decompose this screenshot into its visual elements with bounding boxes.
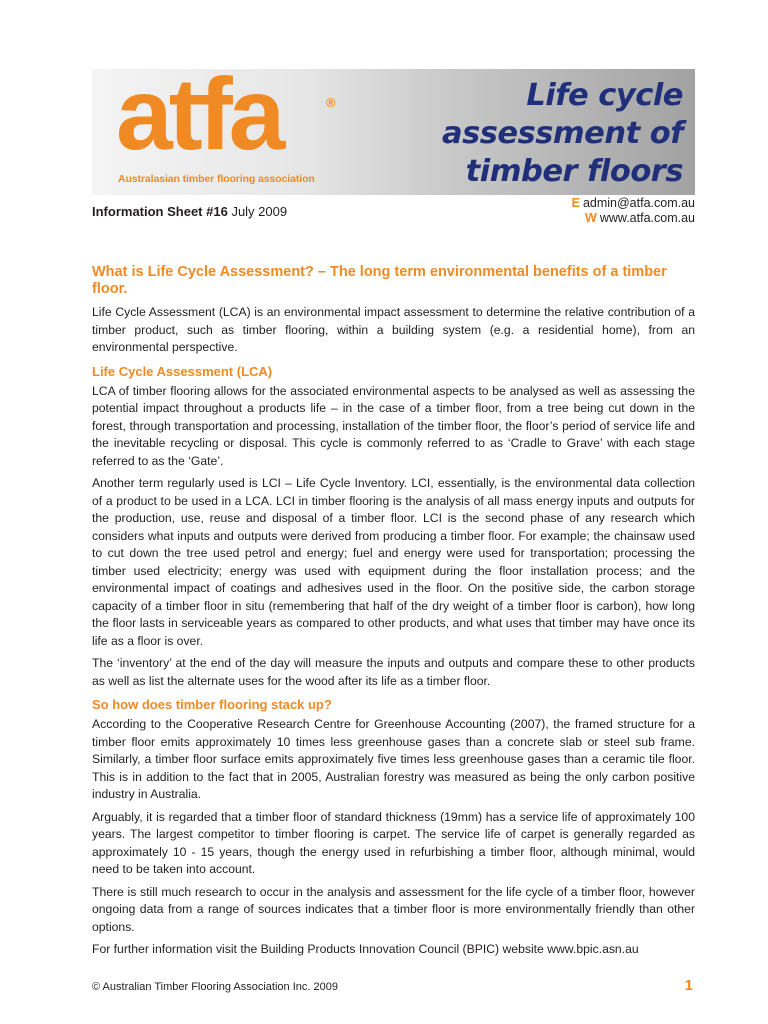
registered-mark: ® (326, 95, 336, 110)
web-line (572, 211, 695, 226)
atfa-logo: atfa (116, 69, 282, 171)
info-sheet-line (92, 204, 287, 219)
title-line-3: timber floors (465, 154, 683, 189)
footer-copyright: © Australian Timber Flooring Association Inc. 2009 (92, 981, 338, 993)
page-number: 1 (684, 977, 693, 994)
lca-paragraph-2: Another term regularly used is LCI – Life Cycle Inventory. LCI, essentially, is the environmental data collection of a product to be used in a LCA. LCI in timber flooring is the analysis of all mass energy inputs and outputs for the production, use, reuse and disposal of a timber floor. LCI is the second phase of any research which considers what inputs and outputs were derived from producing a timber floor. For example; the chainsaw used to cut down the tree used petrol and energy; fuel and energy were used for transportation; processing the timber used electricity; energy was used with equipment during the floor installation process; and the environmental impact of coatings and adhesives used in the floor. On the positive side, the carbon storage capacity of a timber floor in situ (remembering that half of the dry weight of a timber floor is carbon), how long the floor lasts in serviceable years as compared to other products, and what uses that timber may have once its life as a floor is over. (92, 476, 695, 648)
email-link[interactable]: admin@atfa.com.au (582, 196, 695, 210)
document-title (393, 77, 683, 191)
contact-block (572, 196, 695, 226)
web-link[interactable]: www.atfa.com.au (599, 211, 695, 225)
stack-paragraph-4: For further information visit the Building Products Innovation Council (BPIC) website www.bpic.asn.au (92, 942, 639, 956)
title-line-1: Life cycle (526, 78, 683, 113)
email-line (572, 196, 695, 211)
title-line-2: assessment of (442, 116, 683, 151)
lca-paragraph-3: The ‘inventory’ at the end of the day will measure the inputs and outputs and compare these to other products as well as list the alternate uses for the wood after its life as a timber floor. (92, 656, 695, 688)
main-content (92, 264, 695, 964)
header-banner (92, 69, 695, 195)
main-heading: What is Life Cycle Assessment? – The long term environmental benefits of a timber floor. (92, 264, 667, 297)
lca-paragraph-1: LCA of timber flooring allows for the associated environmental aspects to be analysed as well as assessing the potential impact throughout a products life – in the case of a timber floor, from a tree being cut down in the forest, through transportation and processing, installation of the timber floor, the floor’s period of service life and the inevitable recycling or disposal. This cycle is commonly referred to as ‘Cradle to Grave’ with each stage referred to as the ‘Gate’. (92, 383, 695, 468)
lca-heading: Life Cycle Assessment (LCA) (92, 363, 273, 379)
info-sheet-date: July 2009 (231, 204, 288, 219)
web-key: W (585, 211, 597, 225)
email-key: E (571, 196, 580, 210)
logo-tagline: Australasian timber flooring association (118, 173, 315, 185)
stack-heading: So how does timber flooring stack up? (92, 697, 332, 712)
stack-paragraph-2: Arguably, it is regarded that a timber floor of standard thickness (19mm) has a service life of approximately 100 years. The largest competitor to timber flooring is carpet. The service life of carpet is generally regarded as approximately 10 - 15 years, though the energy used in refurbishing a timber floor, although minimal, would need to be taken into account. (92, 809, 695, 876)
intro-paragraph: Life Cycle Assessment (LCA) is an environmental impact assessment to determine the relative contribution of a timber product, such as timber flooring, within a building system (e.g. a residential home), from an environmental perspective. (92, 305, 695, 354)
stack-paragraph-1: According to the Cooperative Research Centre for Greenhouse Accounting (2007), the framed structure for a timber floor emits approximately 10 times less greenhouse gases than a concrete slab or steel sub frame. Similarly, a timber floor surface emits approximately five times less greenhouse gases than a ceramic tile floor. This is in addition to the fact that in 2005, Australian forestry was measured as being the only carbon positive industry in Australia. (92, 717, 695, 801)
info-sheet-label: Information Sheet #16 (92, 204, 228, 219)
stack-paragraph-3: There is still much research to occur in the analysis and assessment for the life cycle of a timber floor, however ongoing data from a range of sources indicates that a timber floor is more environmentally friendly than other options. (92, 884, 695, 934)
